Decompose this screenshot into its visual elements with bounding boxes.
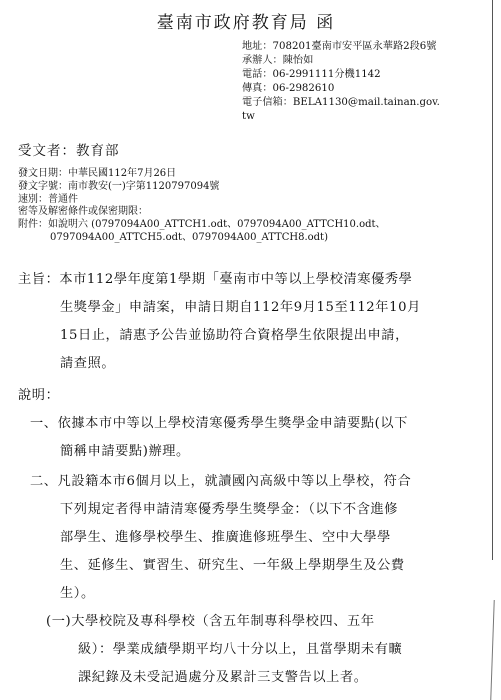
page-edge-line bbox=[492, 0, 493, 560]
attachments-cont: 0797094A00_ATTCH5.odt、0797094A00_ATTCH8.odt) bbox=[50, 231, 328, 243]
recipient: 受文者：教育部 bbox=[18, 143, 120, 159]
explanation-line: 生）。 bbox=[60, 586, 95, 601]
issue-number: 發文字號：南市教安(一)字第1120797094號 bbox=[18, 180, 220, 192]
subject-line: 15日止，請惠予公告並協助符合資格學生依限提出申請， bbox=[60, 328, 409, 343]
sender-handler: 承辦人：陳怡如 bbox=[242, 55, 314, 66]
subject-line: 生獎學金」申請案，申請日期自112年9月15至112年10月 bbox=[60, 300, 421, 315]
explanation-line: 生、延修生、實習生、研究生、一年級上學期學生及公費 bbox=[60, 558, 405, 573]
sender-email-cont: tw bbox=[242, 111, 255, 122]
explanation-line: 課紀錄及未受記過處分及累計三支警告以上者。 bbox=[78, 670, 368, 685]
attachments: 附件：如說明六 (0797094A00_ATTCH1.odt、0797094A00_ATTCH10.odt、 bbox=[18, 219, 386, 231]
delivery-speed: 速別：普通件 bbox=[18, 193, 78, 205]
security-level: 密等及解密條件或保密期限： bbox=[18, 206, 148, 218]
document-title: 臺南市政府教育局 函 bbox=[156, 13, 336, 33]
page-edge bbox=[492, 0, 501, 700]
issue-date: 發文日期：中華民國112年7月26日 bbox=[18, 168, 177, 179]
explanation-heading: 說明： bbox=[18, 388, 60, 403]
explanation-line: 一、依據本市中等以上學校清寒優秀學生獎學金申請要點(以下 bbox=[30, 416, 409, 431]
explanation-line: 二、凡設籍本市6個月以上，就讀國內高級中等以上學校，符合 bbox=[30, 474, 412, 489]
subject-line: 主旨：本市112學年度第1學期「臺南市中等以上學校清寒優秀學 bbox=[18, 272, 413, 287]
explanation-line: 級）：學業成績學期平均八十分以上，且當學期未有曠 bbox=[78, 642, 403, 657]
subject-line: 請查照。 bbox=[60, 356, 116, 371]
sender-email: 電子信箱：BELA1130@mail.tainan.gov. bbox=[242, 97, 440, 108]
sender-fax: 傳真：06-2982610 bbox=[242, 83, 335, 94]
explanation-line: (一)大學校院及專科學校（含五年制專科學校四、五年 bbox=[46, 614, 375, 629]
sender-phone: 電話：06-2991111分機1142 bbox=[242, 69, 381, 80]
explanation-line: 簡稱申請要點)辦理。 bbox=[60, 444, 190, 459]
explanation-line: 部學生、進修學校學生、推廣進修班學生、空中大學學 bbox=[60, 530, 391, 545]
document-meta bbox=[18, 168, 488, 245]
sender-info bbox=[242, 40, 487, 124]
sender-address: 地址：708201臺南市安平區永華路2段6號 bbox=[242, 41, 437, 52]
explanation-line: 下列規定者得申請清寒優秀學生獎學金：（以下不含進修 bbox=[60, 502, 399, 517]
